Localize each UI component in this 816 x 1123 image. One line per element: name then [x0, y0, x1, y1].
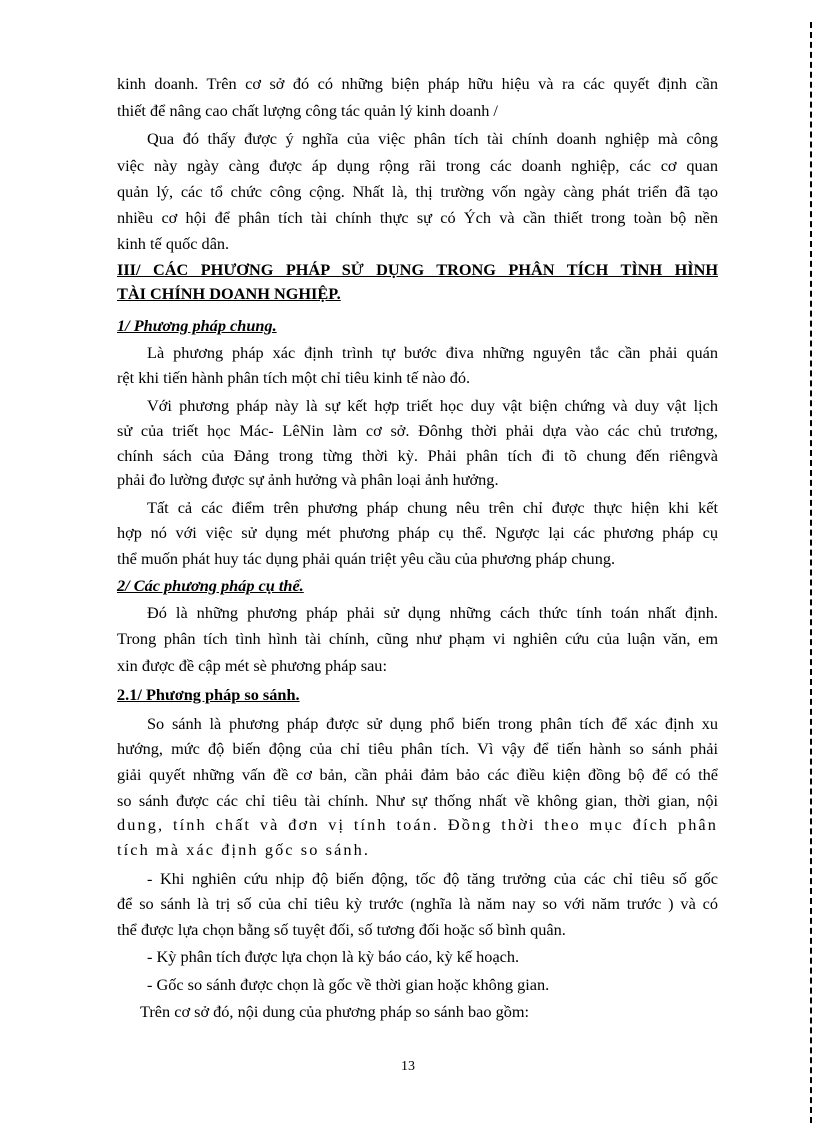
section-heading: TÀI CHÍNH DOANH NGHIỆP. — [117, 284, 341, 303]
text-line: hướng, mức độ biến động của chỉ tiêu phân tích. Vì vậy để tiến hành so sánh phải — [117, 739, 718, 758]
text-line: dung, tính chất và đơn vị tính toán. Đồng thời theo mục đích phân — [117, 815, 718, 834]
text-line: thể muốn phát huy tác dụng phải quán triệt yêu cầu của phương pháp chung. — [117, 549, 616, 568]
text-line: thiết để nâng cao chất lượng công tác quản lý kinh doanh / — [117, 101, 498, 120]
text-line: sử của triết học Mác- LêNin làm cơ sở. Đônhg thời phải dựa vào các chủ trương, — [117, 421, 718, 440]
text-line: so sánh được các chỉ tiêu tài chính. Như sự thống nhất về không gian, thời gian, nội — [117, 791, 718, 810]
text-line: quản lý, các tổ chức công cộng. Nhất là, thị trường vốn ngày càng phát triển đã tạo — [117, 182, 718, 201]
text-line: nhiều cơ hội để phân tích tài chính thực sự có Ých và cần thiết trong toàn bộ nền — [117, 208, 718, 227]
subsection-heading: 1/ Phương pháp chung. — [117, 316, 277, 335]
subsection-heading: 2/ Các phương pháp cụ thể. — [117, 576, 304, 595]
list-item: - Kỳ phân tích được lựa chọn là kỳ báo cáo, kỳ kế hoạch. — [147, 947, 520, 966]
text-line: kinh doanh. Trên cơ sở đó có những biện pháp hữu hiệu và ra các quyết định cần — [117, 74, 718, 93]
text-line: thể được lựa chọn bằng số tuyệt đối, số tương đối hoặc số bình quân. — [117, 920, 566, 939]
text-line: Tất cả các điểm trên phương pháp chung nêu trên chỉ được thực hiện khi kết — [147, 498, 718, 517]
text-line: Với phương pháp này là sự kết hợp triết học duy vật biện chứng và duy vật lịch — [147, 396, 718, 415]
page-right-dashed-border — [810, 22, 812, 1123]
text-line: Trên cơ sở đó, nội dung của phương pháp so sánh bao gồm: — [140, 1002, 530, 1021]
text-line: hợp nó với việc sử dụng mét phương pháp cụ thể. Ngược lại các phương pháp cụ — [117, 523, 718, 542]
text-line: So sánh là phương pháp được sử dụng phổ biến trong phân tích để xác định xu — [147, 714, 718, 733]
text-line: giải quyết những vấn đề cơ bản, cần phải đảm bảo các điều kiện đồng bộ để có thể — [117, 765, 718, 784]
text-line: kinh tế quốc dân. — [117, 234, 230, 253]
text-line: xin được đề cập mét sè phương pháp sau: — [117, 656, 387, 675]
text-line: tích mà xác định gốc so sánh. — [117, 840, 371, 859]
text-line: để so sánh là trị số của chỉ tiêu kỳ trước (nghĩa là năm nay so với năm trước ) và có — [117, 894, 718, 913]
text-line: Qua đó thấy được ý nghĩa của việc phân tích tài chính doanh nghiệp mà công — [147, 129, 718, 148]
page-number: 13 — [401, 1059, 415, 1074]
text-line: chính sách của Đảng trong từng thời kỳ. Phải phân tích đi tõ chung đến riêngvà — [117, 446, 718, 465]
subsection-heading: 2.1/ Phương pháp so sánh. — [117, 685, 300, 704]
section-heading: III/ CÁC PHƯƠNG PHÁP SỬ DỤNG TRONG PHÂN TÍCH TÌNH HÌNH — [117, 260, 718, 279]
list-item: - Khi nghiên cứu nhịp độ biến động, tốc độ tăng trưởng của các chỉ tiêu số gốc — [147, 869, 718, 888]
text-line: Là phương pháp xác định trình tự bước điva những nguyên tắc cần phải quán — [147, 343, 718, 362]
text-line: phải đo lường được sự ảnh hưởng và phân loại ảnh hưởng. — [117, 470, 499, 489]
list-item: - Gốc so sánh được chọn là gốc về thời gian hoặc không gian. — [147, 975, 550, 994]
text-line: Trong phân tích tình hình tài chính, cũng như phạm vi nghiên cứu của luận văn, em — [117, 629, 718, 648]
text-line: việc này ngày càng được áp dụng rộng rãi trong các doanh nghiệp, các cơ quan — [117, 156, 718, 175]
text-line: Đó là những phương pháp phải sử dụng những cách thức tính toán nhất định. — [147, 603, 718, 622]
text-line: rệt khi tiến hành phân tích một chỉ tiêu kinh tế nào đó. — [117, 368, 471, 387]
